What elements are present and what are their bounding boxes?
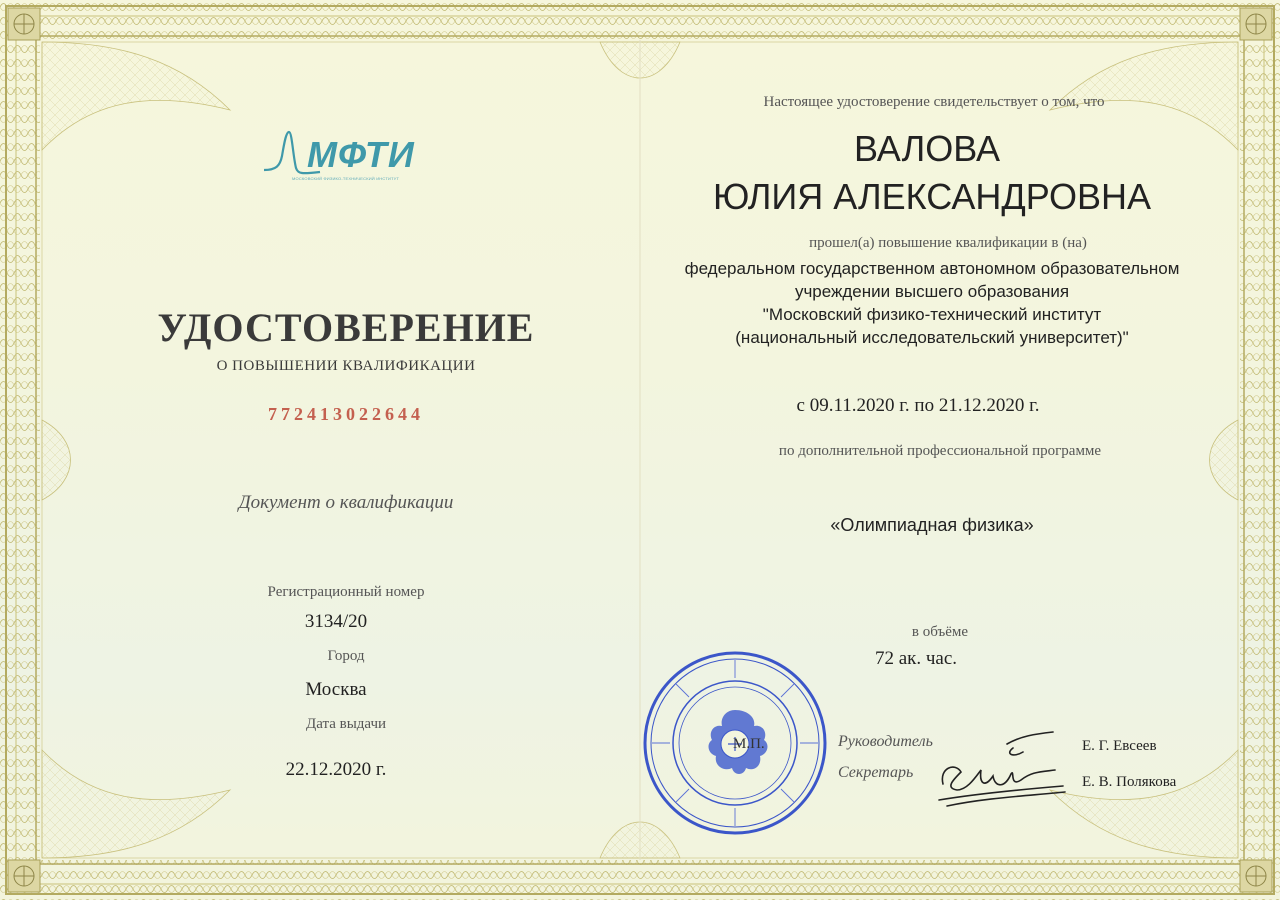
issue-date-label: Дата выдачи — [305, 716, 387, 732]
issue-date-value: 22.12.2020 г. — [285, 759, 387, 780]
city-value: Москва — [305, 679, 367, 700]
institution-line-3: "Московский физико-технический институт — [762, 305, 1102, 324]
handwritten-signature — [935, 728, 1070, 813]
volume-label: в объёме — [911, 624, 969, 640]
intro-text: Настоящее удостоверение свидетельствует о том, что — [763, 94, 1105, 110]
registration-number-value: 3134/20 — [304, 611, 368, 632]
training-period: с 09.11.2020 г. по 21.12.2020 г. — [796, 395, 1040, 416]
secretary-name: Е. В. Полякова — [1082, 774, 1177, 790]
seal-mark-label: М.П. — [733, 736, 765, 752]
document-subtitle: О ПОВЫШЕНИИ КВАЛИФИКАЦИИ — [216, 358, 476, 374]
document-title: УДОСТОВЕРЕНИЕ — [157, 305, 535, 350]
program-name: «Олимпиадная физика» — [830, 515, 1034, 535]
mipt-logo — [262, 126, 442, 186]
head-name: Е. Г. Евсеев — [1082, 738, 1157, 754]
logo-subtext: МОСКОВСКИЙ ФИЗИКО-ТЕХНИЧЕСКИЙ ИНСТИТУТ — [292, 176, 400, 181]
holder-surname: ВАЛОВА — [853, 128, 1001, 169]
secretary-role-label: Секретарь — [838, 764, 914, 781]
page-edge — [0, 900, 1280, 919]
institution-line-1: федеральном государственном автономном образовательном — [684, 259, 1180, 278]
institution-line-4: (национальный исследовательский университет)" — [735, 328, 1129, 347]
certificate-number: 772413022644 — [268, 404, 424, 424]
head-role-label: Руководитель — [838, 733, 933, 750]
holder-given-names: ЮЛИЯ АЛЕКСАНДРОВНА — [712, 176, 1152, 217]
passed-label: прошел(а) повышение квалификации в (на) — [809, 235, 1087, 251]
program-label: по дополнительной профессиональной программе — [778, 443, 1102, 459]
document-type-label: Документ о квалификации — [238, 492, 454, 513]
logo-text: МФТИ — [307, 134, 415, 175]
registration-number-label: Регистрационный номер — [267, 584, 425, 600]
city-label: Город — [327, 648, 365, 664]
volume-value: 72 ак. час. — [874, 648, 958, 669]
institution-line-2: учреждении высшего образования — [794, 282, 1070, 301]
